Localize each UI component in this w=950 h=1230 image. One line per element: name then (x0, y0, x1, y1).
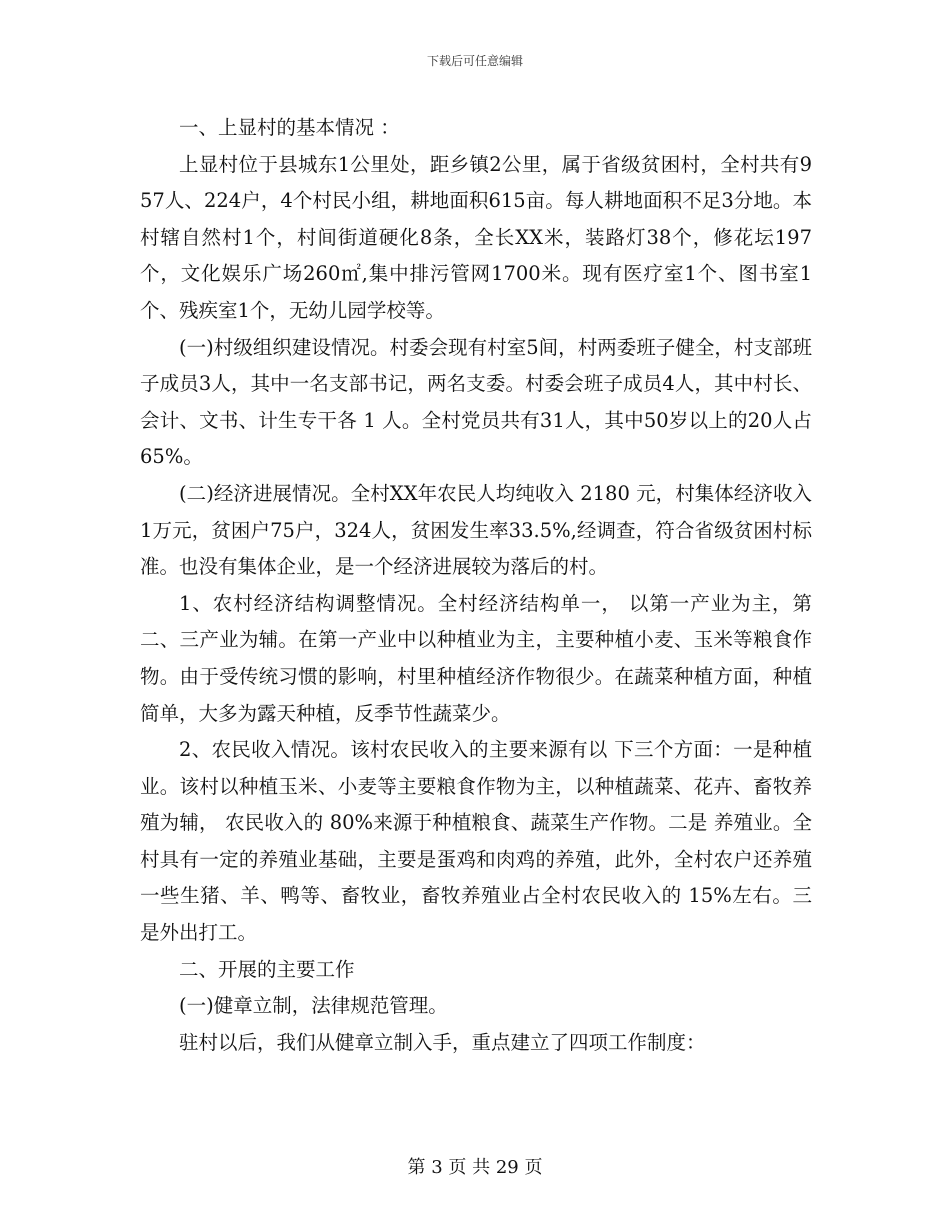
paragraph-work-systems: 驻村以后，我们从健章立制入手，重点建立了四项工作制度： (179, 1030, 706, 1054)
document-body (140, 110, 812, 1061)
header-note: 下载后可任意编辑 (426, 54, 523, 68)
paragraph-village-overview: 上显村位于县城东1公里处，距乡镇2公里，属于省级贫困村，全村共有957人、224户，4个村民小组，耕地面积615亩。每人耕地面积不足3分地。本村辖自然村1个，村间街道硬化8条，全长XX米，装路灯38个，修花坛197个，文化娱乐广场260㎡,集中排污管网1700米。现有医疗室1个、图书室1个、残疾室1个，无幼儿园学校等。 (140, 152, 812, 322)
paragraph-organization: (一)村级组织建设情况。村委会现有村室5间，村两委班子健全，村支部班子成员3人，其中一名支部书记，两名支委。村委会班子成员4人，其中村长、会计、文书、计生专干各 1 人。全村党员共有31人，其中50岁以上的20人占65%。 (140, 335, 812, 469)
paragraph-income-sources: 2、农民收入情况。该村农民收入的主要来源有以 下三个方面：一是种植业。该村以种植玉米、小麦等主要粮食作物为主，以种植蔬菜、花卉、畜牧养殖为辅， 农民收入的 80%来源于种植粮食、蔬菜生产作物。二是 养殖业。全村具有一定的养殖业基础，主要是蛋鸡和肉鸡的养殖，此外，全村农户还养殖一些生猪、羊、鸭等、畜牧业，畜牧养殖业占全村农民收入的 15%左右。三是外出打工。 (140, 738, 812, 945)
paragraph-economic-structure: 1、农村经济结构调整情况。全村经济结构单一， 以第一产业为主，第二、三产业为辅。在第一产业中以种植业为主，主要种植小麦、玉米等粮食作物。由于受传统习惯的影响，村里种植经济作物很少。在蔬菜种植方面，种植简单，大多为露天种植，反季节性蔬菜少。 (140, 591, 812, 725)
page-number: 第 3 页 共 29 页 (407, 1157, 543, 1178)
section-heading-main-work: 二、开展的主要工作 (179, 957, 355, 981)
section-heading-basic-info: 一、上显村的基本情况 ： (179, 116, 400, 139)
subsection-heading-rules: (一)健章立制，法律规范管理。 (179, 994, 448, 1018)
paragraph-economy: (二)经济进展情况。全村XX年农民人均纯收入 2180 元，村集体经济收入1万元，贫困户75户，324人，贫困发生率33.5%,经调查，符合省级贫困村标准。也没有集体企业，是一个经济进展较为落后的村。 (140, 481, 812, 579)
